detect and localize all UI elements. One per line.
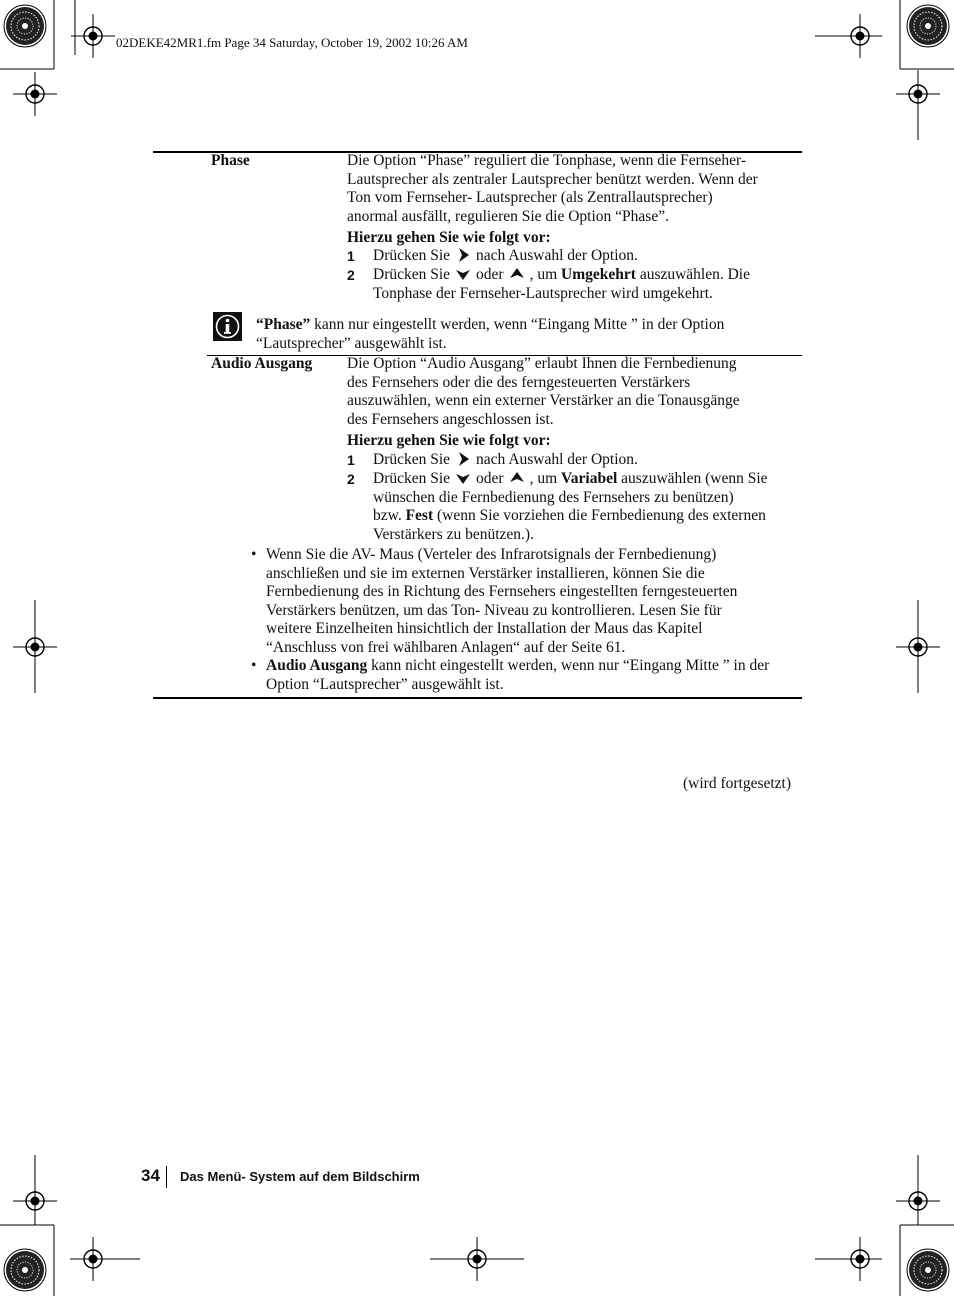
phase-description: Die Option “Phase” reguliert die Tonphase, wenn die Fernseher- Lautsprecher als zentraler Lautsprecher benützt werden. Wenn der Ton vom Fernseher- Lautsprecher (als Zentrallautsprecher) anormal ausfällt, regulieren Sie die Option “Phase”. <box>347 152 758 225</box>
table-bottom-rule <box>153 697 802 699</box>
term-audio-ausgang: Audio Ausgang <box>211 355 313 372</box>
arrow-down-icon <box>456 471 470 485</box>
phase-note: “Phase” kann nur eingestellt werden, wenn “Eingang Mitte ” in der Option “Lautsprecher” ausgewählt ist. <box>256 316 725 352</box>
phase-howto-heading: Hierzu gehen Sie wie folgt vor: <box>347 229 551 246</box>
phase-step-2: 2 Drücken Sie oder , um Umgekehrt auszuwählen. Die Tonphase der Fernseher-Lautsprecher wird umgekehrt. <box>347 266 750 302</box>
audio-step-1: 1 Drücken Sie nach Auswahl der Option. <box>347 451 638 468</box>
bullet-audio-ausgang: • Audio Ausgang kann nicht eingestellt werden, wenn nur “Eingang Mitte ” in der Option “Lautsprecher” ausgewählt ist. <box>251 657 770 693</box>
arrow-up-icon <box>510 471 524 485</box>
term-phase: Phase <box>211 152 250 169</box>
info-icon <box>213 312 242 341</box>
footer-separator <box>166 1166 167 1188</box>
arrow-right-icon <box>456 248 470 262</box>
audio-description: Die Option “Audio Ausgang” erlaubt Ihnen die Fernbedienung des Fernsehers oder die des ferngesteuerten Verstärkers auszuwählen, wenn ein externer Verstärker an die Tonausgänge des Fernsehers angeschlossen ist. <box>347 355 740 428</box>
arrow-right-icon <box>456 452 470 466</box>
audio-step-2: 2 Drücken Sie oder , um Variabel auszuwählen (wenn Sie wünschen die Fernbedienung des Fernsehers zu benützen) bzw. Fest (wenn Sie vorziehen die Fernbedienung des externen Verstärkers zu benützen.). <box>347 470 768 543</box>
file-info-header: 02DEKE42MR1.fm Page 34 Saturday, October 19, 2002 10:26 AM <box>116 35 468 50</box>
phase-step-1: 1 Drücken Sie nach Auswahl der Option. <box>347 247 638 264</box>
continued-note: (wird fortgesetzt) <box>683 775 792 792</box>
arrow-down-icon <box>456 267 470 281</box>
audio-howto-heading: Hierzu gehen Sie wie folgt vor: <box>347 432 551 449</box>
arrow-up-icon <box>510 267 524 281</box>
footer-section-title: Das Menü- System auf dem Bildschirm <box>180 1169 420 1184</box>
page-number: 34 <box>141 1166 160 1185</box>
bullet-av-maus: • Wenn Sie die AV- Maus (Verteler des Infrarotsignals der Fernbedienung) anschließen und sie im externen Verstärker installieren, können Sie die Fernbedienung des in Richtung des Fernsehers eingestellten ferngesteuerten Verstärkers benützen, um das Ton- Niveau zu kontrollieren. Lesen Sie für weitere Einzelheiten hinsichtlich der Installation der Maus das Kapitel “Anschluss von frei wählbaren Anlagen“ auf der Seite 61. <box>251 546 738 656</box>
